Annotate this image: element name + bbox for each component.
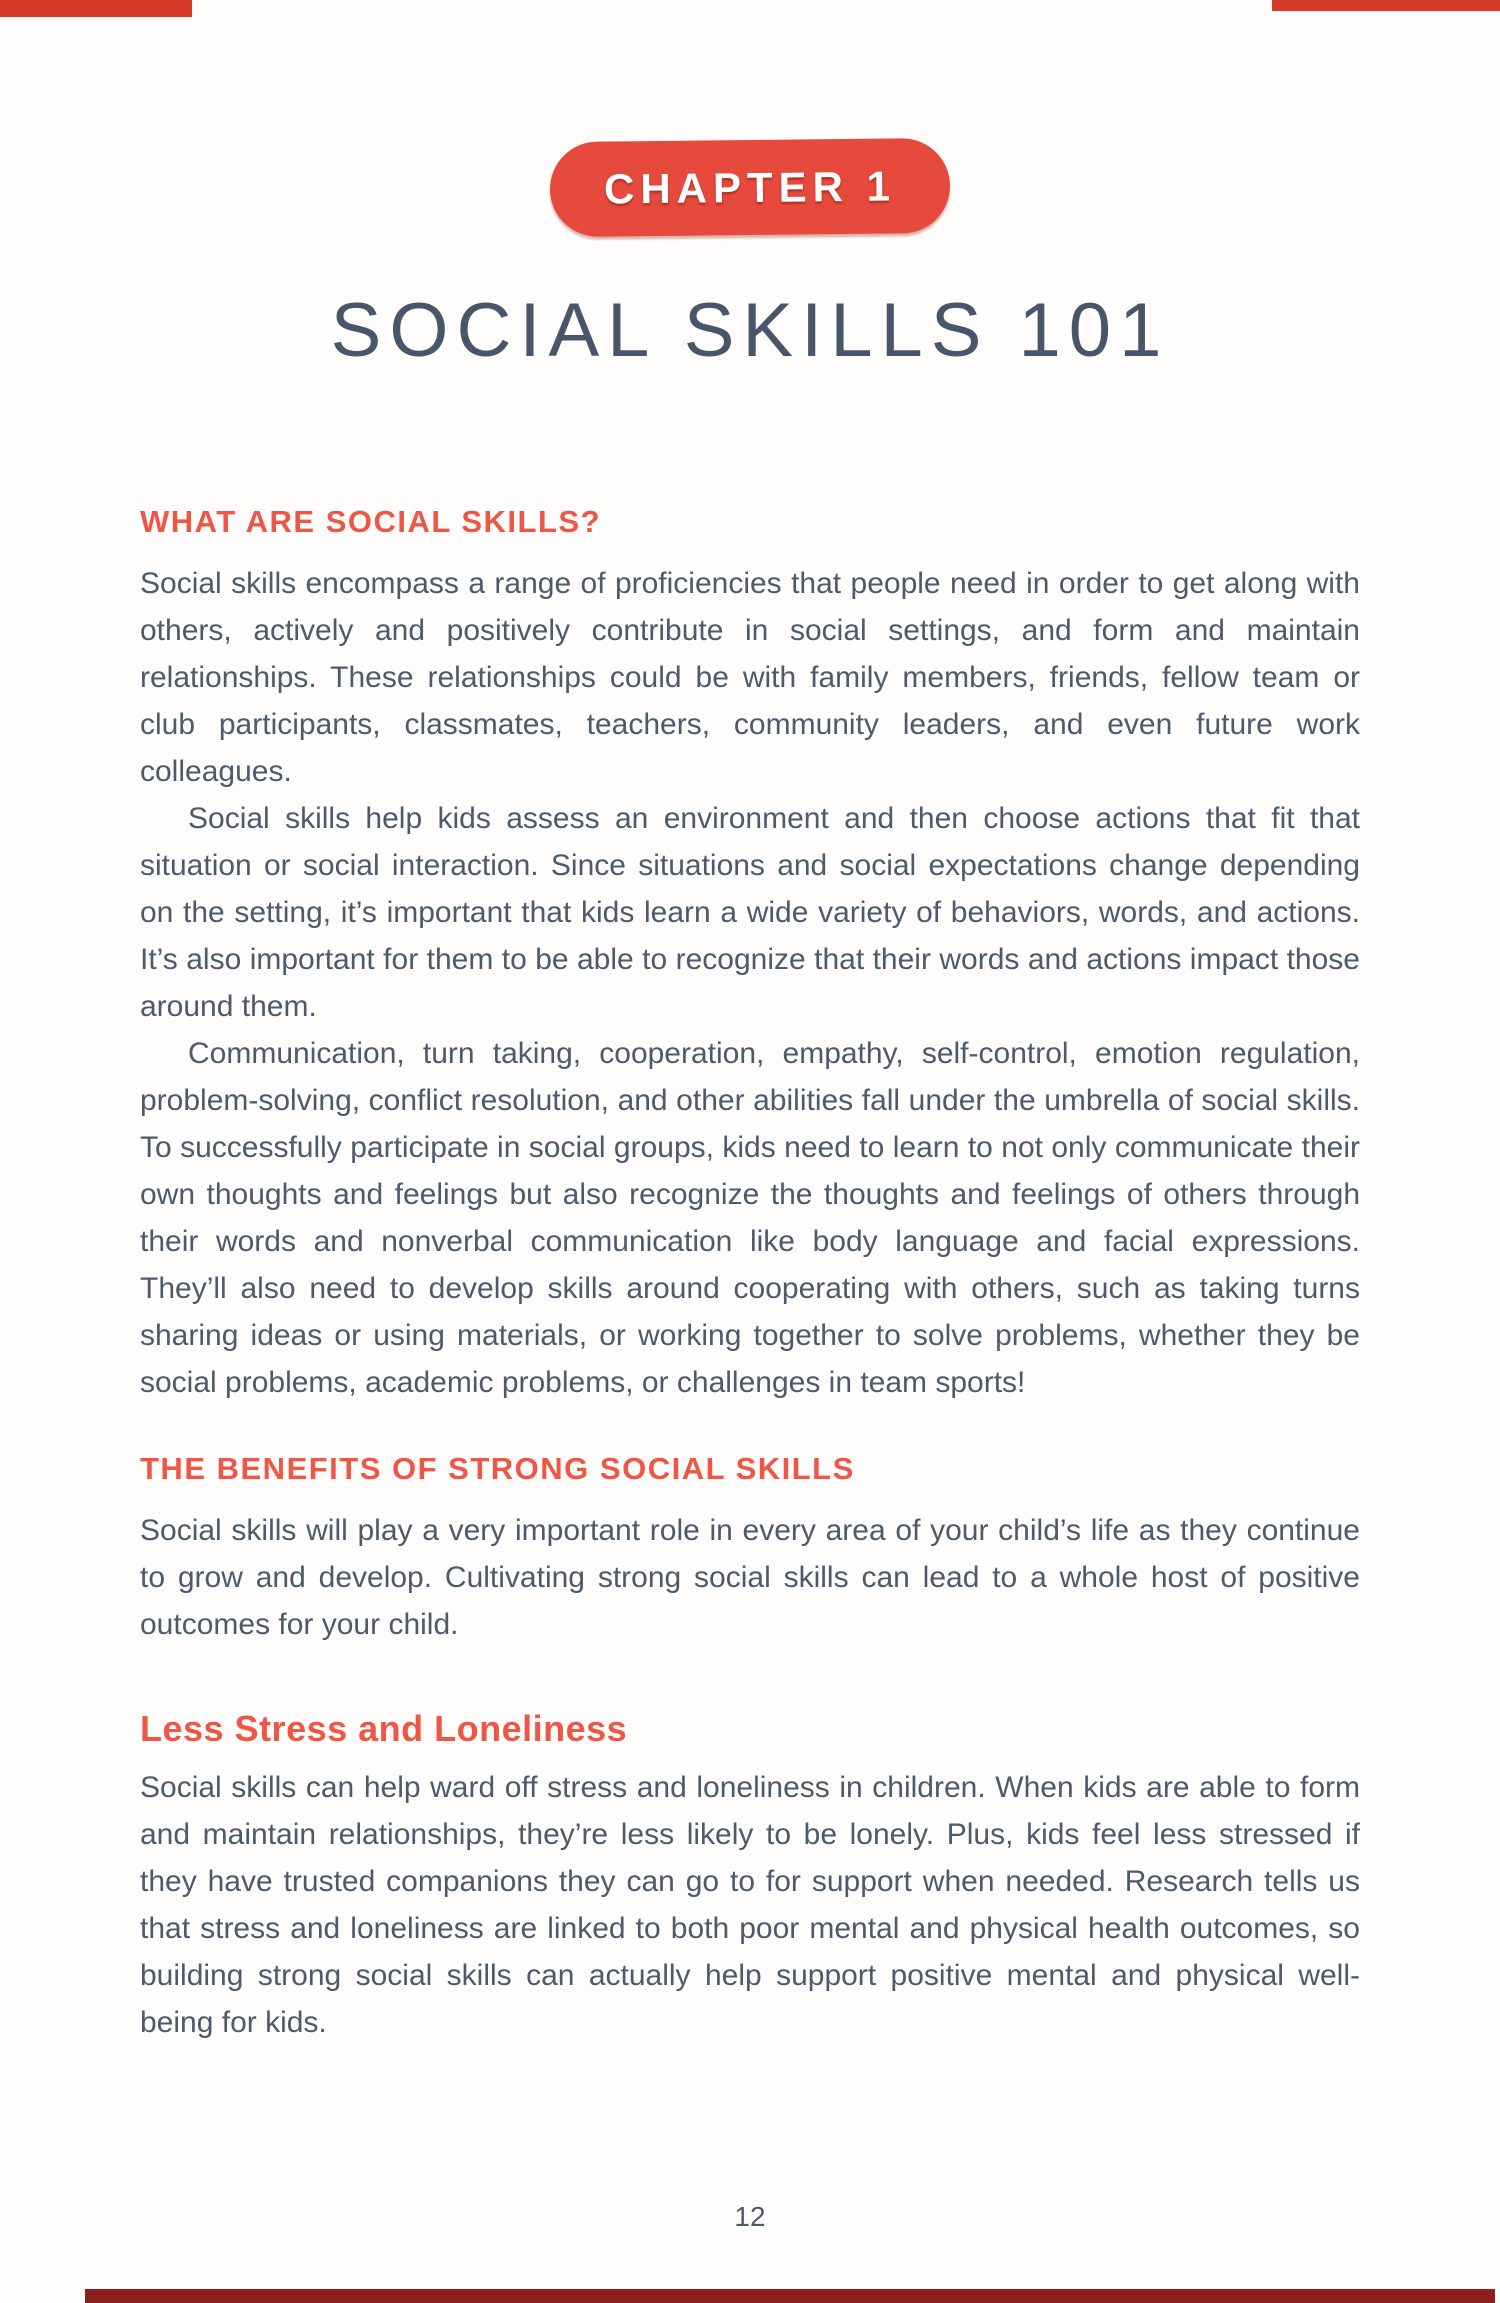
body-paragraph: Social skills will play a very important role in every area of your child’s life as they continue to grow and develop. Cultivating strong social skills can lead to a whole host of positive outcomes for your child. xyxy=(140,1514,1360,1641)
top-left-red-strip xyxy=(0,0,192,17)
chapter-badge-label: CHAPTER 1 xyxy=(603,161,897,213)
body-paragraph: Social skills encompass a range of proficiencies that people need in order to get along with others, actively and positively contribute in social settings, and form and maintain relationships. These relationships could be with family members, friends, fellow team or club participants, classmates, teachers, community leaders, and even future work colleagues. xyxy=(140,567,1360,788)
chapter-badge xyxy=(550,138,951,237)
body-paragraph: Social skills can help ward off stress and loneliness in children. When kids are able to form and maintain relationships, they’re less likely to be lonely. Plus, kids feel less stressed if they have trusted companions they can go to for support when needed. Research tells us that stress and loneliness are linked to both poor mental and physical health outcomes, so building strong social skills can actually help support positive mental and physical well-being for kids. xyxy=(140,1771,1360,2039)
section-heading: THE BENEFITS OF STRONG SOCIAL SKILLS xyxy=(140,1451,855,1486)
body-paragraph: Social skills help kids assess an environment and then choose actions that fit that situation or social interaction. Since situations and social expectations change depending on the setting, it’s important that kids learn a wide variety of behaviors, words, and actions. It’s also important for them to be able to recognize that their words and actions impact those around them. xyxy=(140,802,1360,1023)
bottom-red-strip xyxy=(85,2289,1495,2303)
page-content xyxy=(140,504,1360,2046)
top-right-red-strip xyxy=(1272,0,1500,11)
page-title: SOCIAL SKILLS 101 xyxy=(330,288,1170,373)
sub-section-heading: Less Stress and Loneliness xyxy=(140,1708,628,1749)
page-number: 12 xyxy=(734,2201,766,2232)
section-heading: WHAT ARE SOCIAL SKILLS? xyxy=(140,504,602,539)
body-paragraph: Communication, turn taking, cooperation, empathy, self-control, emotion regulation, problem-solving, conflict resolution, and other abilities fall under the umbrella of social skills. To successfully participate in social groups, kids need to learn to not only communicate their own thoughts and feelings but also recognize the thoughts and feelings of others through their words and nonverbal communication like body language and facial expressions. They’ll also need to develop skills around cooperating with others, such as taking turns sharing ideas or using materials, or working together to solve problems, whether they be social problems, academic problems, or challenges in team sports! xyxy=(140,1037,1360,1399)
